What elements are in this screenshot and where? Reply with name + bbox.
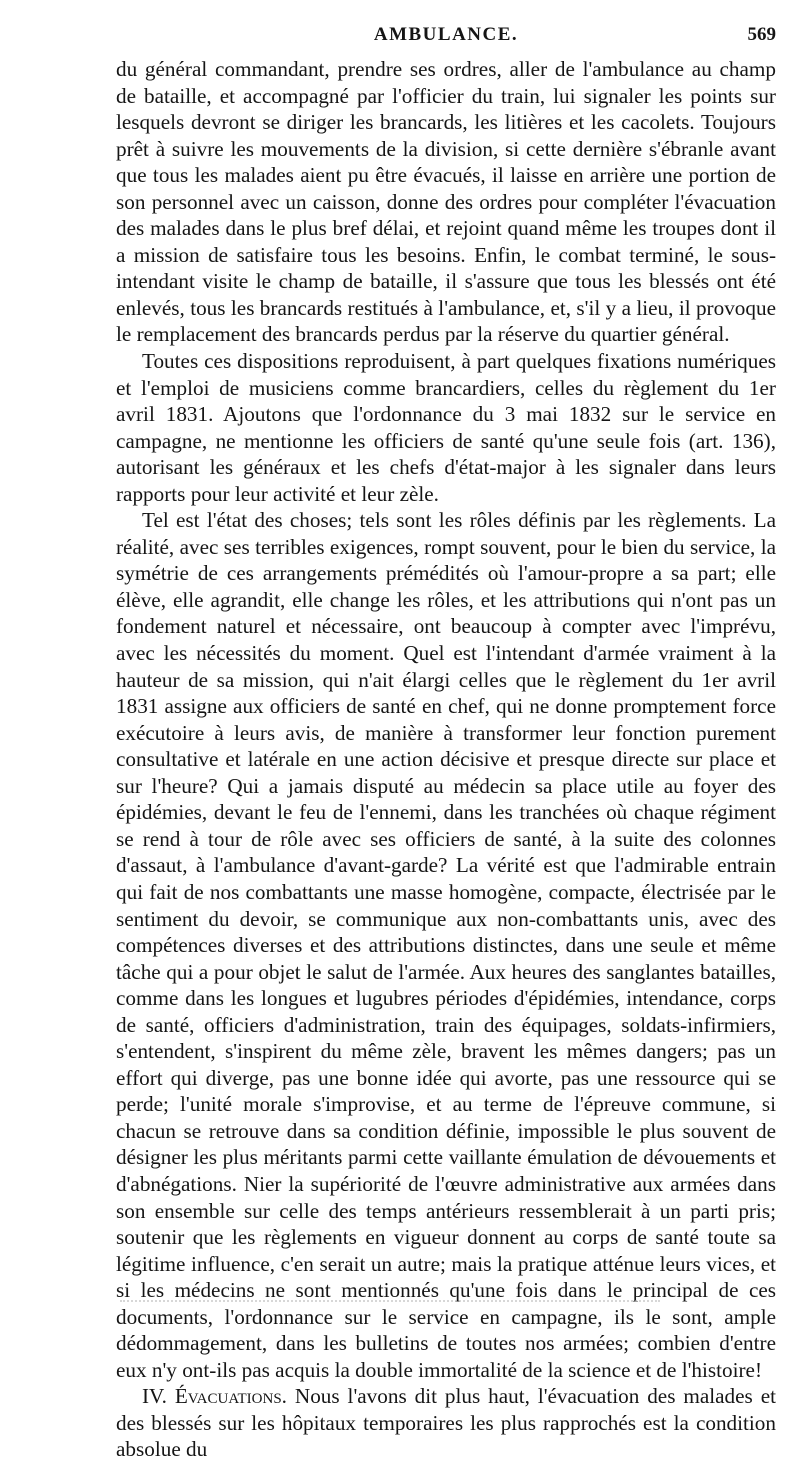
paragraph-evacuations	[116, 1383, 776, 1463]
body-text	[116, 56, 776, 1463]
running-head-title: AMBULANCE.	[373, 24, 519, 45]
paragraph-continuation: du général commandant, prendre ses ordres, aller de l'ambulance au champ de bataille, et accompagné par l'officier du train, lui signaler les points sur lesquels devront se diriger les brancards, les litières et les cacolets. Toujours prêt à suivre les mouvements de la division, si cette dernière s'ébranle avant que tous les malades aient pu être évacués, il laisse en arrière une portion de son personnel avec un caisson, donne des ordres pour compléter l'évacuation des malades dans le plus bref délai, et rejoint quand même les troupes dont il a mission de satisfaire tous les besoins. Enfin, le combat terminé, le sous-intendant visite le champ de bataille, il s'assure que tous les blessés ont été enlevés, tous les brancards restitués à l'ambulance, et, s'il y a lieu, il provoque le remplacement des brancards perdus par la réserve du quartier général.	[116, 57, 776, 347]
paragraph-evacuations-text: Nous l'avons dit plus haut, l'évacuation des malades et des blessés sur les hôpitaux temporaires les plus rapprochés est la condition absolue du	[116, 1384, 776, 1462]
page-number: 569	[747, 24, 776, 45]
running-head	[116, 24, 776, 48]
paragraph-etat-des-choses: Tel est l'état des choses; tels sont les rôles définis par les règlements. La réalité, avec ses terribles exigences, rompt souvent, pour le bien du service, la symétrie de ces arrangements prémédités où l'amour-propre a sa part; elle élève, elle agrandit, elle change les rôles, et les attributions qui n'ont pas un fondement naturel et nécessaire, ont beaucoup à compter avec l'imprévu, avec les nécessités du moment. Quel est l'intendant d'armée vraiment à la hauteur de sa mission, qui n'ait élargi celles que le règlement du 1er avril 1831 assigne aux officiers de santé en chef, qui ne donne promptement force exécutoire à leurs avis, de manière à transformer leur fonction purement consultative et latérale en une action décisive et presque directe sur place et sur l'heure? Qui a jamais disputé au médecin sa place utile au foyer des épidémies, devant le feu de l'ennemi, dans les tranchées où chaque régiment se rend à tour de rôle avec ses officiers de santé, à la suite des colonnes d'assaut, à l'ambulance d'avant-garde? La vérité est que l'admirable entrain qui fait de nos combattants une masse homogène, compacte, électrisée par le sentiment du devoir, se communique aux non-combattants unis, avec des compétences diverses et des attributions distinctes, dans une seule et même tâche qui a pour objet le salut de l'armée. Aux heures des sanglantes batailles, comme dans les longues et lugubres périodes d'épidémies, intendance, corps de santé, officiers d'administration, train des équipages, soldats-infirmiers, s'entendent, s'inspirent du même zèle, bravent les mêmes dangers; pas un effort qui diverge, pas une bonne idée qui avorte, pas une ressource qui se perde; l'unité morale s'improvise, et au terme de l'épreuve commune, si chacun se retrouve dans sa condition définie, impossible le plus souvent de désigner les plus méritants parmi cette vaillante émulation de dévouements et d'abnégations. Nier la supériorité de l'œuvre administrative aux armées dans son ensemble sur celle des temps antérieurs ressemblerait à un parti pris; soutenir que les règlements en vigueur donnent au corps de santé toute sa légitime influence, c'en serait un autre; mais la pratique atténue leurs vices, et si les médecins ne sont mentionnés qu'une fois dans le principal de ces documents, l'ordonnance sur le service en campagne, ils le sont, ample dédommagement, dans les bulletins de toutes nos armées; combien d'entre eux n'y ont-ils pas acquis la double immortalité de la science et de l'histoire!	[116, 508, 776, 1382]
paragraph-dispositions: Toutes ces dispositions reproduisent, à part quelques fixations numériques et l'emploi de musiciens comme brancardiers, celles du règlement du 1er avril 1831. Ajoutons que l'ordonnance du 3 mai 1832 sur le service en campagne, ne mentionne les officiers de santé qu'une seule fois (art. 136), autorisant les généraux et les chefs d'état-major à les signaler dans leurs rapports pour leur activité et leur zèle.	[116, 349, 776, 506]
section-heading-evacuations: IV. Évacuations.	[142, 1384, 287, 1409]
scan-artifact-line	[120, 1300, 660, 1305]
